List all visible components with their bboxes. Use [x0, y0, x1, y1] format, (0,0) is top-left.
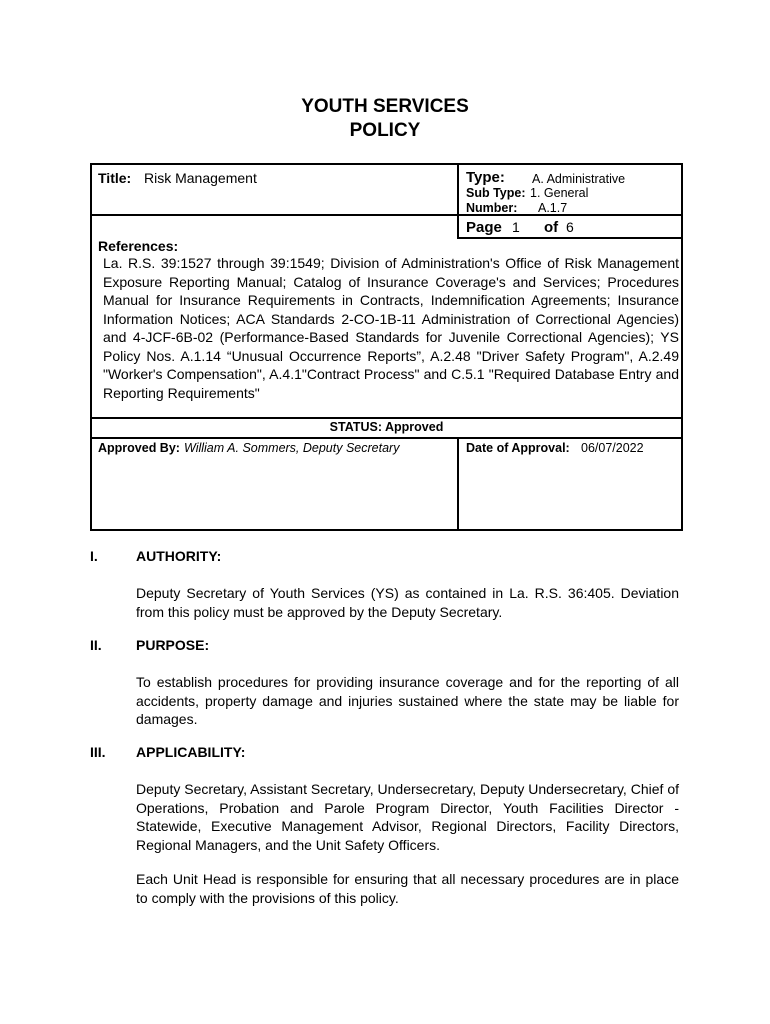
page-label: Page	[466, 219, 502, 236]
subtype-label: Sub Type:	[466, 186, 526, 200]
authority-paragraph: Deputy Secretary of Youth Services (YS) as contained in La. R.S. 36:405. Deviation from this policy must be approved by the Deputy Secretary.	[136, 585, 679, 620]
number-value: A.1.7	[538, 201, 568, 215]
section-number-purpose: II.	[90, 637, 102, 653]
unit-head-paragraph: Each Unit Head is responsible for ensuring that all necessary procedures are in place to comply with the provisions of this policy.	[136, 871, 679, 906]
title-value: Risk Management	[144, 170, 257, 186]
references-text: La. R.S. 39:1527 through 39:1549; Division of Administration's Office of Risk Management Exposure Reporting Manual; Catalog of Insurance Coverage's and Services; Procedures Manual for Insurance Requirements in Contracts, Indemnification Agreements; Insurance Information Notices; ACA Standards 2-CO-1B-11 Administration of Correctional Agencies) and 4-JCF-6B-02 (Performance-Based Standards for Juvenile Correctional Agencies); YS Policy Nos. A.1.14 “Unusual Occurrence Reports”, A.2.48 "Driver Safety Program", A.2.49 "Worker's Compensation", A.4.1"Contract Process" and C.5.1 "Required Database Entry and Reporting Requirements"	[103, 255, 679, 401]
applicability-paragraph: Deputy Secretary, Assistant Secretary, Undersecretary, Deputy Undersecretary, Chief of Operations, Probation and Parole Program Director, Youth Facilities Director - Statewide, Executive Management Advisor, Regional Directors, Facility Directors, Regional Managers, and the Unit Safety Officers.	[136, 781, 679, 853]
section-number-applicability: III.	[90, 744, 106, 760]
title-label: Title:	[98, 170, 132, 186]
table-divider-status	[90, 437, 683, 439]
document-title-line2: POLICY	[349, 120, 421, 141]
section-number-authority: I.	[90, 548, 98, 564]
table-divider-title	[90, 214, 683, 216]
page-total: 6	[566, 219, 574, 235]
section-title-authority: AUTHORITY:	[136, 548, 222, 564]
table-divider-references	[90, 417, 683, 419]
number-label: Number:	[466, 201, 518, 215]
date-of-approval-value: 06/07/2022	[581, 441, 644, 455]
type-value: A. Administrative	[532, 172, 626, 186]
document-title-line1: YOUTH SERVICES	[301, 96, 469, 117]
table-divider-approval	[457, 437, 459, 531]
references-label: References:	[98, 238, 179, 254]
status-text: STATUS: Approved	[329, 420, 444, 434]
of-label: of	[544, 219, 559, 236]
subtype-value: 1. General	[530, 186, 589, 200]
approved-by-label: Approved By:	[98, 441, 180, 455]
page-number: 1	[512, 219, 520, 235]
date-of-approval-label: Date of Approval:	[466, 441, 570, 455]
type-label: Type:	[466, 169, 505, 186]
section-title-purpose: PURPOSE:	[136, 637, 210, 653]
approved-by-value: William A. Sommers, Deputy Secretary	[184, 441, 400, 455]
section-title-applicability: APPLICABILITY:	[136, 744, 246, 760]
purpose-paragraph: To establish procedures for providing insurance coverage and for the reporting of all accidents, property damage and injuries sustained where the state may be liable for damages.	[136, 674, 679, 727]
